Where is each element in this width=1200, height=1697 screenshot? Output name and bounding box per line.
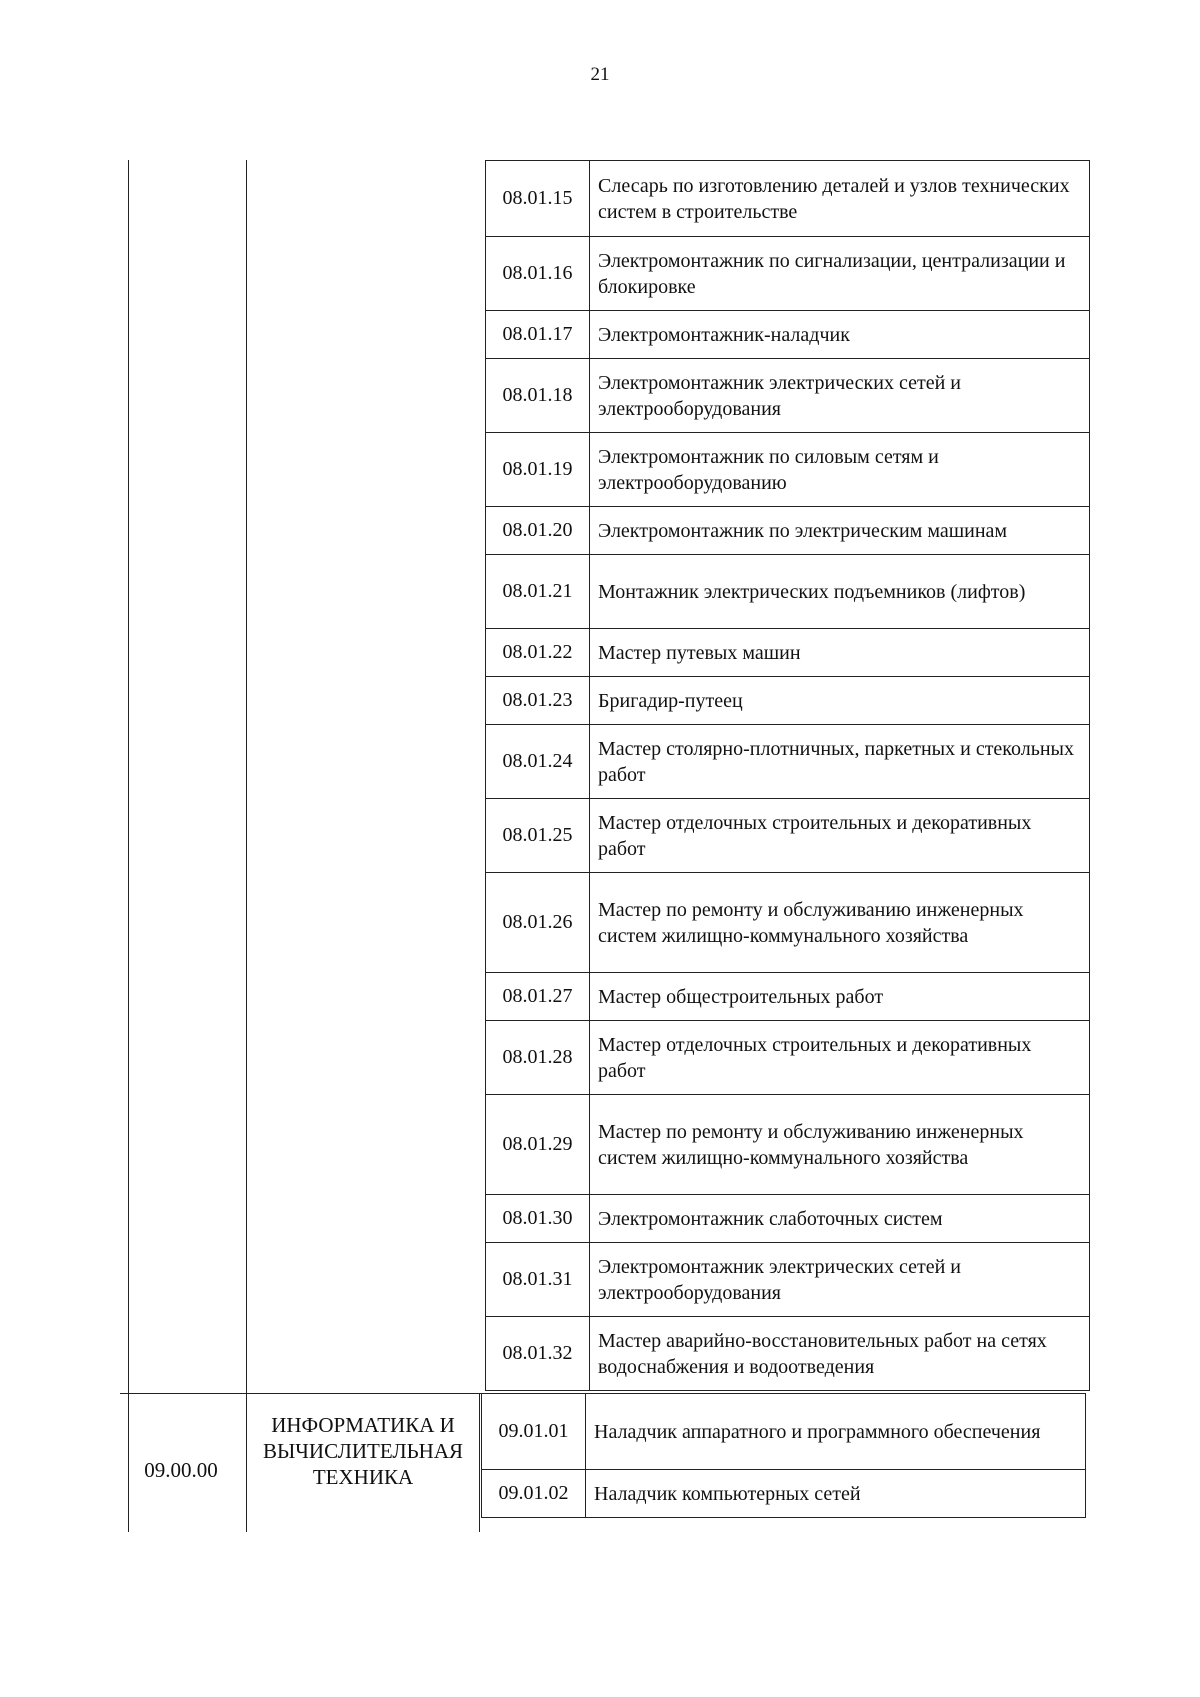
- profession-code: 08.01.19: [486, 433, 590, 507]
- profession-name: Мастер отделочных строительных и декоративных работ: [590, 799, 1090, 873]
- table-row: [486, 629, 1090, 677]
- profession-name: Наладчик аппаратного и программного обеспечения: [586, 1394, 1086, 1470]
- group-name-line: ИНФОРМАТИКА И: [271, 1413, 455, 1437]
- profession-code: 09.01.01: [482, 1394, 586, 1470]
- profession-code: 08.01.24: [486, 725, 590, 799]
- profession-code: 08.01.18: [486, 359, 590, 433]
- profession-name: Электромонтажник по силовым сетям и электрооборудованию: [590, 433, 1090, 507]
- profession-code: 08.01.15: [486, 161, 590, 237]
- table-row: [486, 311, 1090, 359]
- professions-table-09: [481, 1393, 1086, 1518]
- profession-code: 08.01.16: [486, 237, 590, 311]
- profession-name: Мастер путевых машин: [590, 629, 1090, 677]
- page-number: 21: [590, 64, 610, 85]
- table-row: [486, 1021, 1090, 1095]
- left-table-border: [128, 160, 129, 1532]
- profession-name: Электромонтажник слаботочных систем: [590, 1195, 1090, 1243]
- table-row: [486, 507, 1090, 555]
- table-row: [486, 873, 1090, 973]
- profession-name: Мастер отделочных строительных и декоративных работ: [590, 1021, 1090, 1095]
- profession-code: 08.01.25: [486, 799, 590, 873]
- profession-code: 08.01.28: [486, 1021, 590, 1095]
- professions-table-08: [485, 160, 1090, 1391]
- table-row: [482, 1470, 1086, 1518]
- profession-name: Мастер по ремонту и обслуживанию инженерных систем жилищно-коммунального хозяйства: [590, 873, 1090, 973]
- table-row: [486, 1243, 1090, 1317]
- profession-name: Мастер общестроительных работ: [590, 973, 1090, 1021]
- group-09-top-border: [120, 1393, 481, 1394]
- profession-code: 08.01.32: [486, 1317, 590, 1391]
- profession-code: 08.01.21: [486, 555, 590, 629]
- profession-code: 08.01.26: [486, 873, 590, 973]
- profession-code: 08.01.29: [486, 1095, 590, 1195]
- table-row: [486, 725, 1090, 799]
- table-row: [486, 1095, 1090, 1195]
- profession-name: Электромонтажник электрических сетей и электрооборудования: [590, 1243, 1090, 1317]
- profession-name: Электромонтажник электрических сетей и электрооборудования: [590, 359, 1090, 433]
- table-row: [482, 1394, 1086, 1470]
- group-code-09: 09.00.00: [144, 1458, 218, 1482]
- table-row: [486, 237, 1090, 311]
- table-row: [486, 1317, 1090, 1391]
- table-row: [486, 677, 1090, 725]
- profession-code: 08.01.22: [486, 629, 590, 677]
- profession-name: Электромонтажник по электрическим машинам: [590, 507, 1090, 555]
- profession-code: 08.01.23: [486, 677, 590, 725]
- profession-name: Бригадир-путеец: [590, 677, 1090, 725]
- profession-code: 08.01.27: [486, 973, 590, 1021]
- table-row: [486, 359, 1090, 433]
- profession-name: Мастер по ремонту и обслуживанию инженерных систем жилищно-коммунального хозяйства: [590, 1095, 1090, 1195]
- profession-code: 08.01.17: [486, 311, 590, 359]
- table-row: [486, 555, 1090, 629]
- profession-name: Наладчик компьютерных сетей: [586, 1470, 1086, 1518]
- profession-name: Мастер столярно-плотничных, паркетных и стекольных работ: [590, 725, 1090, 799]
- table-row: [486, 973, 1090, 1021]
- profession-code: 08.01.30: [486, 1195, 590, 1243]
- table-row: [486, 1195, 1090, 1243]
- table-row: [486, 799, 1090, 873]
- profession-name: Электромонтажник по сигнализации, централизации и блокировке: [590, 237, 1090, 311]
- group-name-line: ВЫЧИСЛИТЕЛЬНАЯ: [262, 1439, 464, 1463]
- profession-code: 08.01.20: [486, 507, 590, 555]
- profession-name: Мастер аварийно-восстановительных работ на сетях водоснабжения и водоотведения: [590, 1317, 1090, 1391]
- profession-code: 08.01.31: [486, 1243, 590, 1317]
- group-name-line: ТЕХНИКА: [312, 1465, 414, 1489]
- profession-code: 09.01.02: [482, 1470, 586, 1518]
- table-row: [486, 433, 1090, 507]
- profession-name: Монтажник электрических подъемников (лифтов): [590, 555, 1090, 629]
- profession-name: Электромонтажник-наладчик: [590, 311, 1090, 359]
- profession-name: Слесарь по изготовлению деталей и узлов технических систем в строительстве: [590, 161, 1090, 237]
- group-name-09: [243, 1412, 483, 1490]
- table-row: [486, 161, 1090, 237]
- group-column-divider: [246, 160, 247, 1532]
